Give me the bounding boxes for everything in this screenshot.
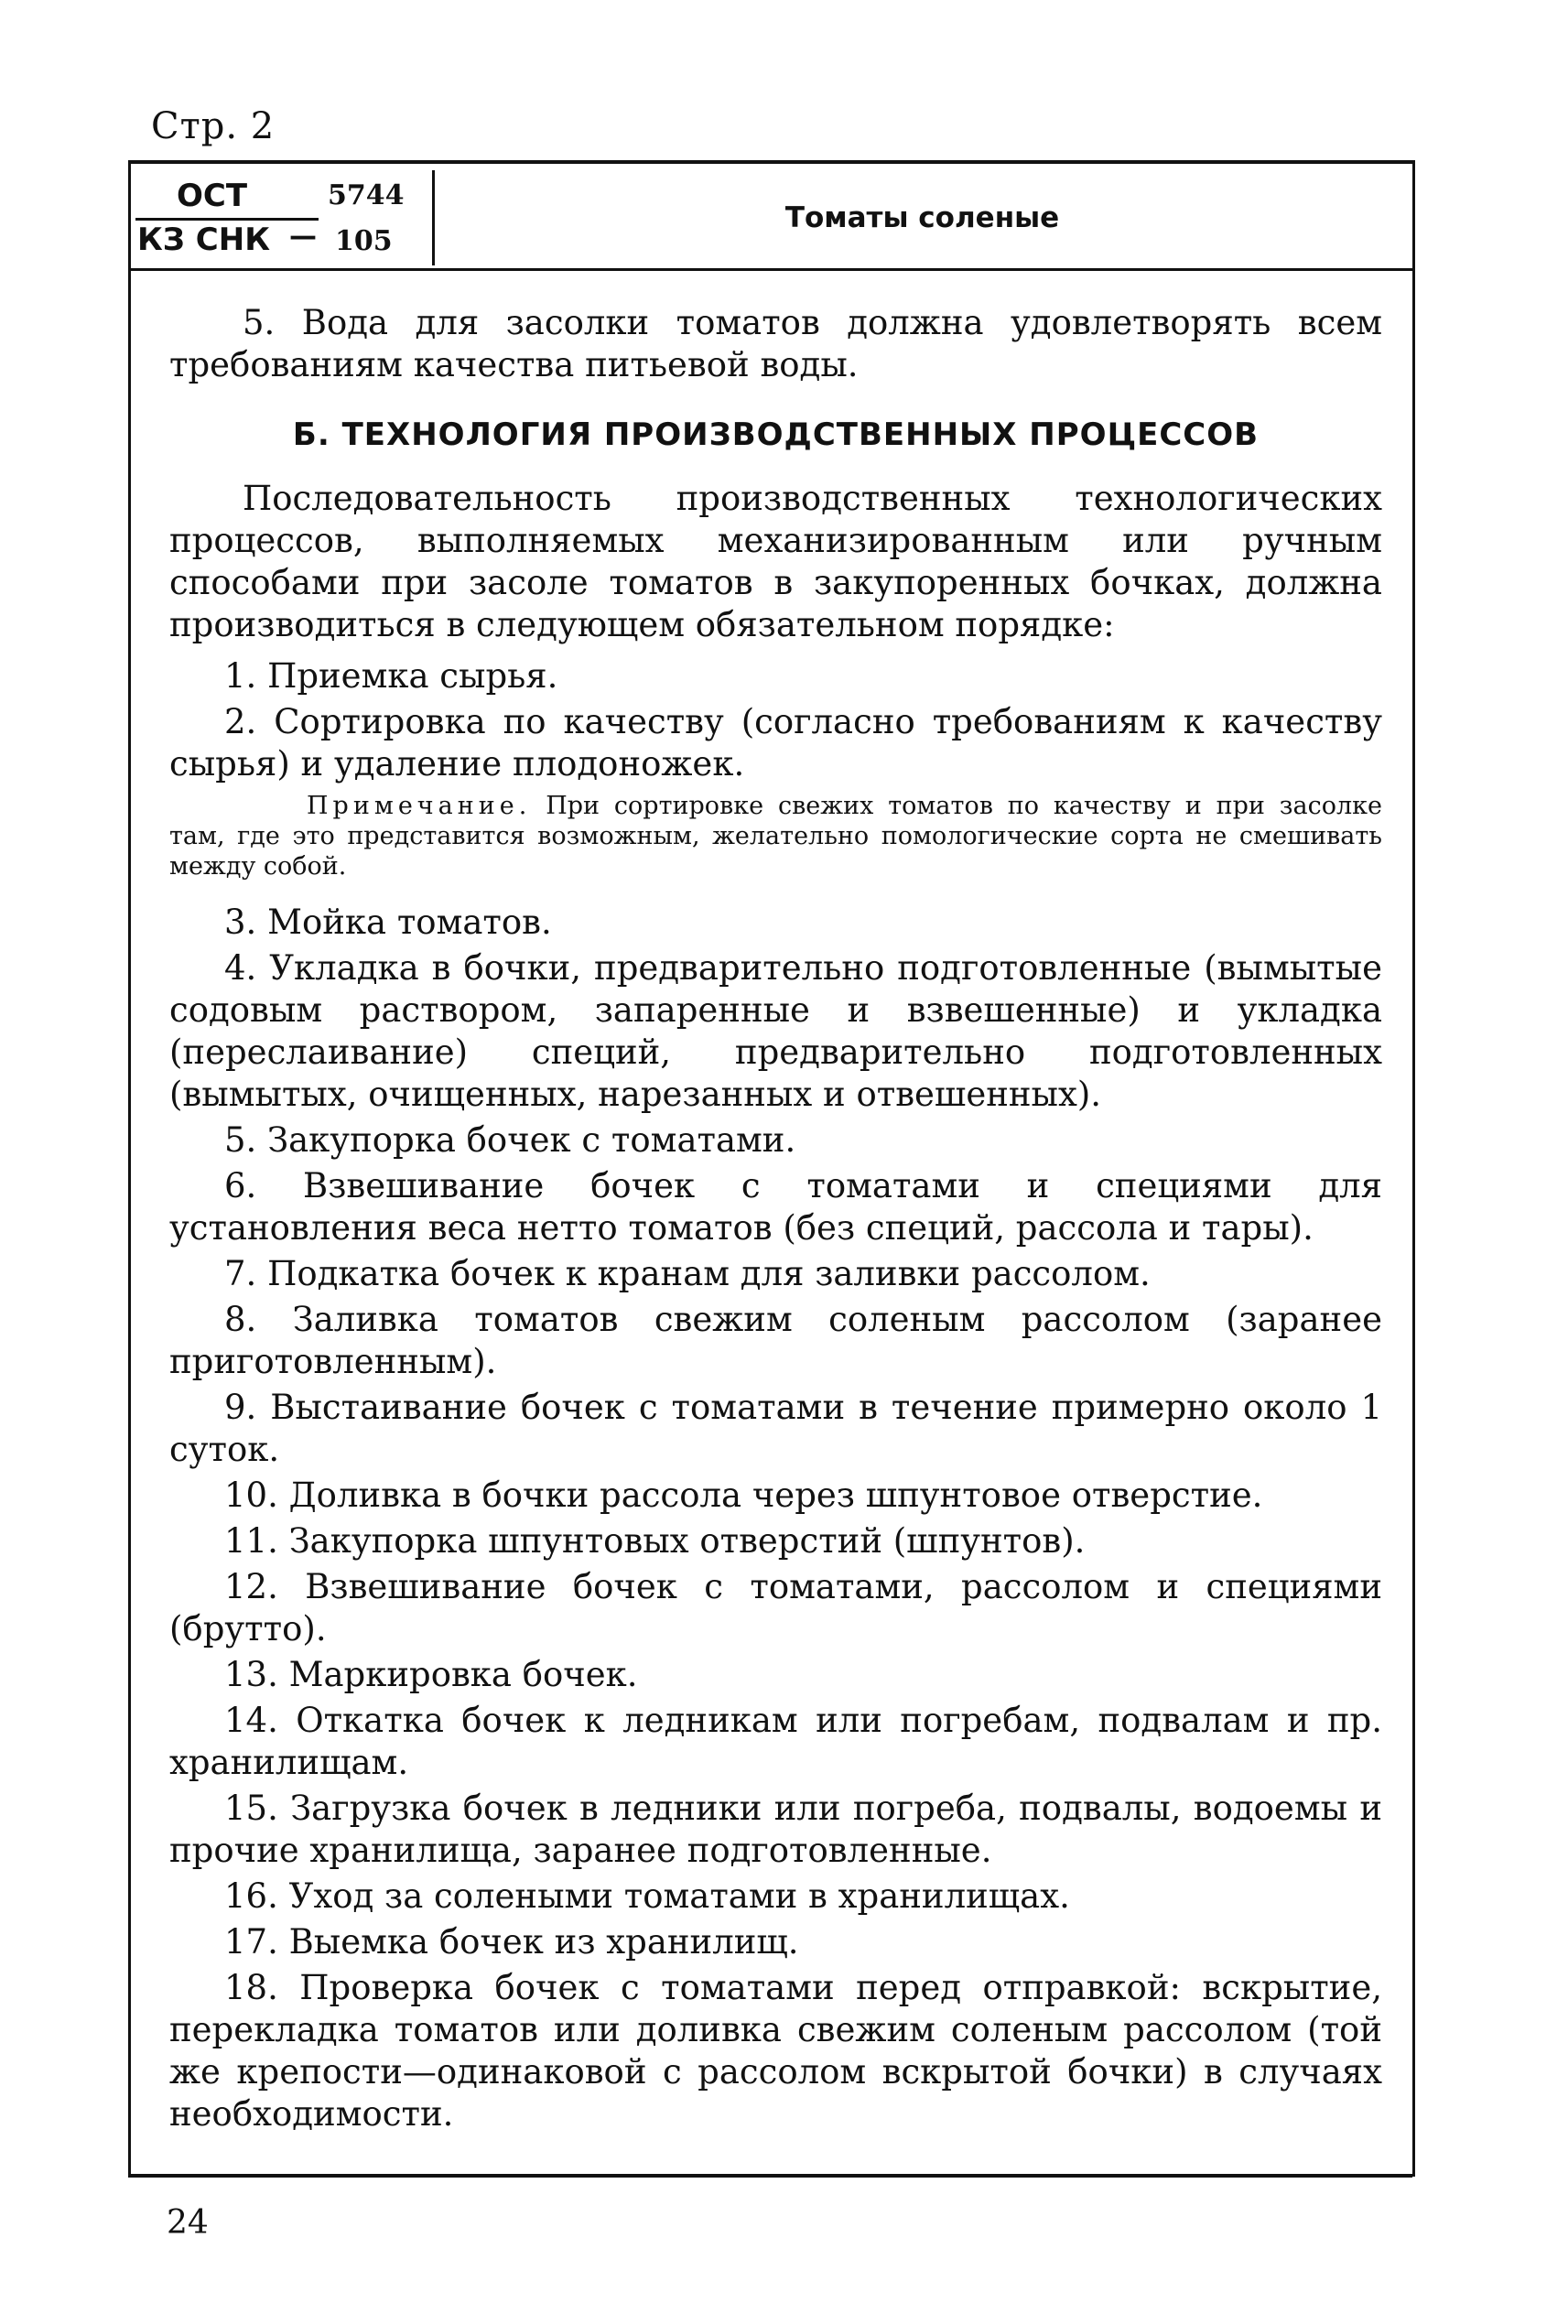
page-label: Стр. 2: [151, 105, 276, 147]
standard-code-org: КЗ СНК: [137, 222, 270, 258]
note-label: Примечание.: [307, 792, 532, 820]
list-item: 13. Маркировка бочек.: [224, 1655, 638, 1694]
standard-code-ost: ОСТ: [177, 178, 248, 214]
list-item: 17. Выемка бочек из хранилищ.: [224, 1922, 799, 1962]
header-bottom-rule: [128, 268, 1412, 271]
list-item: 4. Укладка в бочки, предварительно подготовленные (вымытые содовым раствором, запаренные и взвешенные) и укладка (переслаивание) специй, предварительно подготовленных (вымытых, очищенных, нарезанных и отвешенных).: [169, 948, 1382, 1114]
list-item: 16. Уход за солеными томатами в хранилищах.: [224, 1876, 1070, 1916]
intro-paragraph: 5. Вода для засолки томатов должна удовлетворять всем требованиям качества питьевой воды.: [169, 303, 1382, 384]
standard-code-number: 5744: [328, 179, 405, 211]
document-body: [169, 302, 1382, 2139]
note: [169, 791, 1382, 881]
section-title: Б. ТЕХНОЛОГИЯ ПРОИЗВОДСТВЕННЫХ ПРОЦЕССОВ: [292, 416, 1260, 453]
list-item: 12. Взвешивание бочек с томатами, рассолом и специями (брутто).: [169, 1567, 1382, 1648]
section-intro: Последовательность производственных технологических процессов, выполняемых механизированным или ручным способами при засоле томатов в закупоренных бочках, должна производиться в следующем обязательном порядке:: [169, 479, 1382, 644]
list-item: 1. Приемка сырья.: [224, 656, 558, 696]
list-item: 11. Закупорка шпунтовых отверстий (шпунтов).: [224, 1521, 1086, 1561]
list-item: 2. Сортировка по качеству (согласно требованиям к качеству сырья) и удаление плодоножек.: [169, 702, 1382, 784]
standard-code-dash: —: [289, 221, 317, 253]
list-item: 6. Взвешивание бочек с томатами и специями для установления веса нетто томатов (без специй, рассола и тары).: [169, 1166, 1382, 1248]
list-item: 3. Мойка томатов.: [224, 903, 552, 942]
note-text: При сортировке свежих томатов по качеству и при засолке там, где это представится возможным, желательно помологические сорта не смешивать между собой.: [169, 792, 1382, 881]
footer-rule: [128, 2174, 1412, 2178]
list-item: 9. Выстаивание бочек с томатами в течение примерно около 1 суток.: [169, 1388, 1382, 1469]
list-item: 18. Проверка бочек с томатами перед отправкой: вскрытие, перекладка томатов или доливка свежим соленым рассолом (той же крепости—одинаковой с рассолом вскрытой бочки) в случаях необходимости.: [169, 1968, 1382, 2134]
page-number: 24: [167, 2204, 209, 2242]
list-item: 5. Закупорка бочек с томатами.: [224, 1120, 796, 1160]
list-item: 15. Загрузка бочек в ледники или погреба, подвалы, водоемы и прочие хранилища, заранее подготовленные.: [169, 1789, 1382, 1870]
list-item: 8. Заливка томатов свежим соленым рассолом (заранее приготовленным).: [169, 1300, 1382, 1381]
list-item: 7. Подкатка бочек к кранам для заливки рассолом.: [224, 1254, 1151, 1293]
header-top-rule: [128, 160, 1412, 164]
list-item: 14. Откатка бочек к ледникам или погребам, подвалам и пр. хранилищам.: [169, 1701, 1382, 1782]
standard-code-sub: 105: [335, 225, 393, 257]
list-item: 10. Доливка в бочки рассола через шпунтовое отверстие.: [224, 1475, 1263, 1515]
standard-code: [135, 170, 428, 265]
document-title: Томаты соленые: [784, 201, 1060, 234]
